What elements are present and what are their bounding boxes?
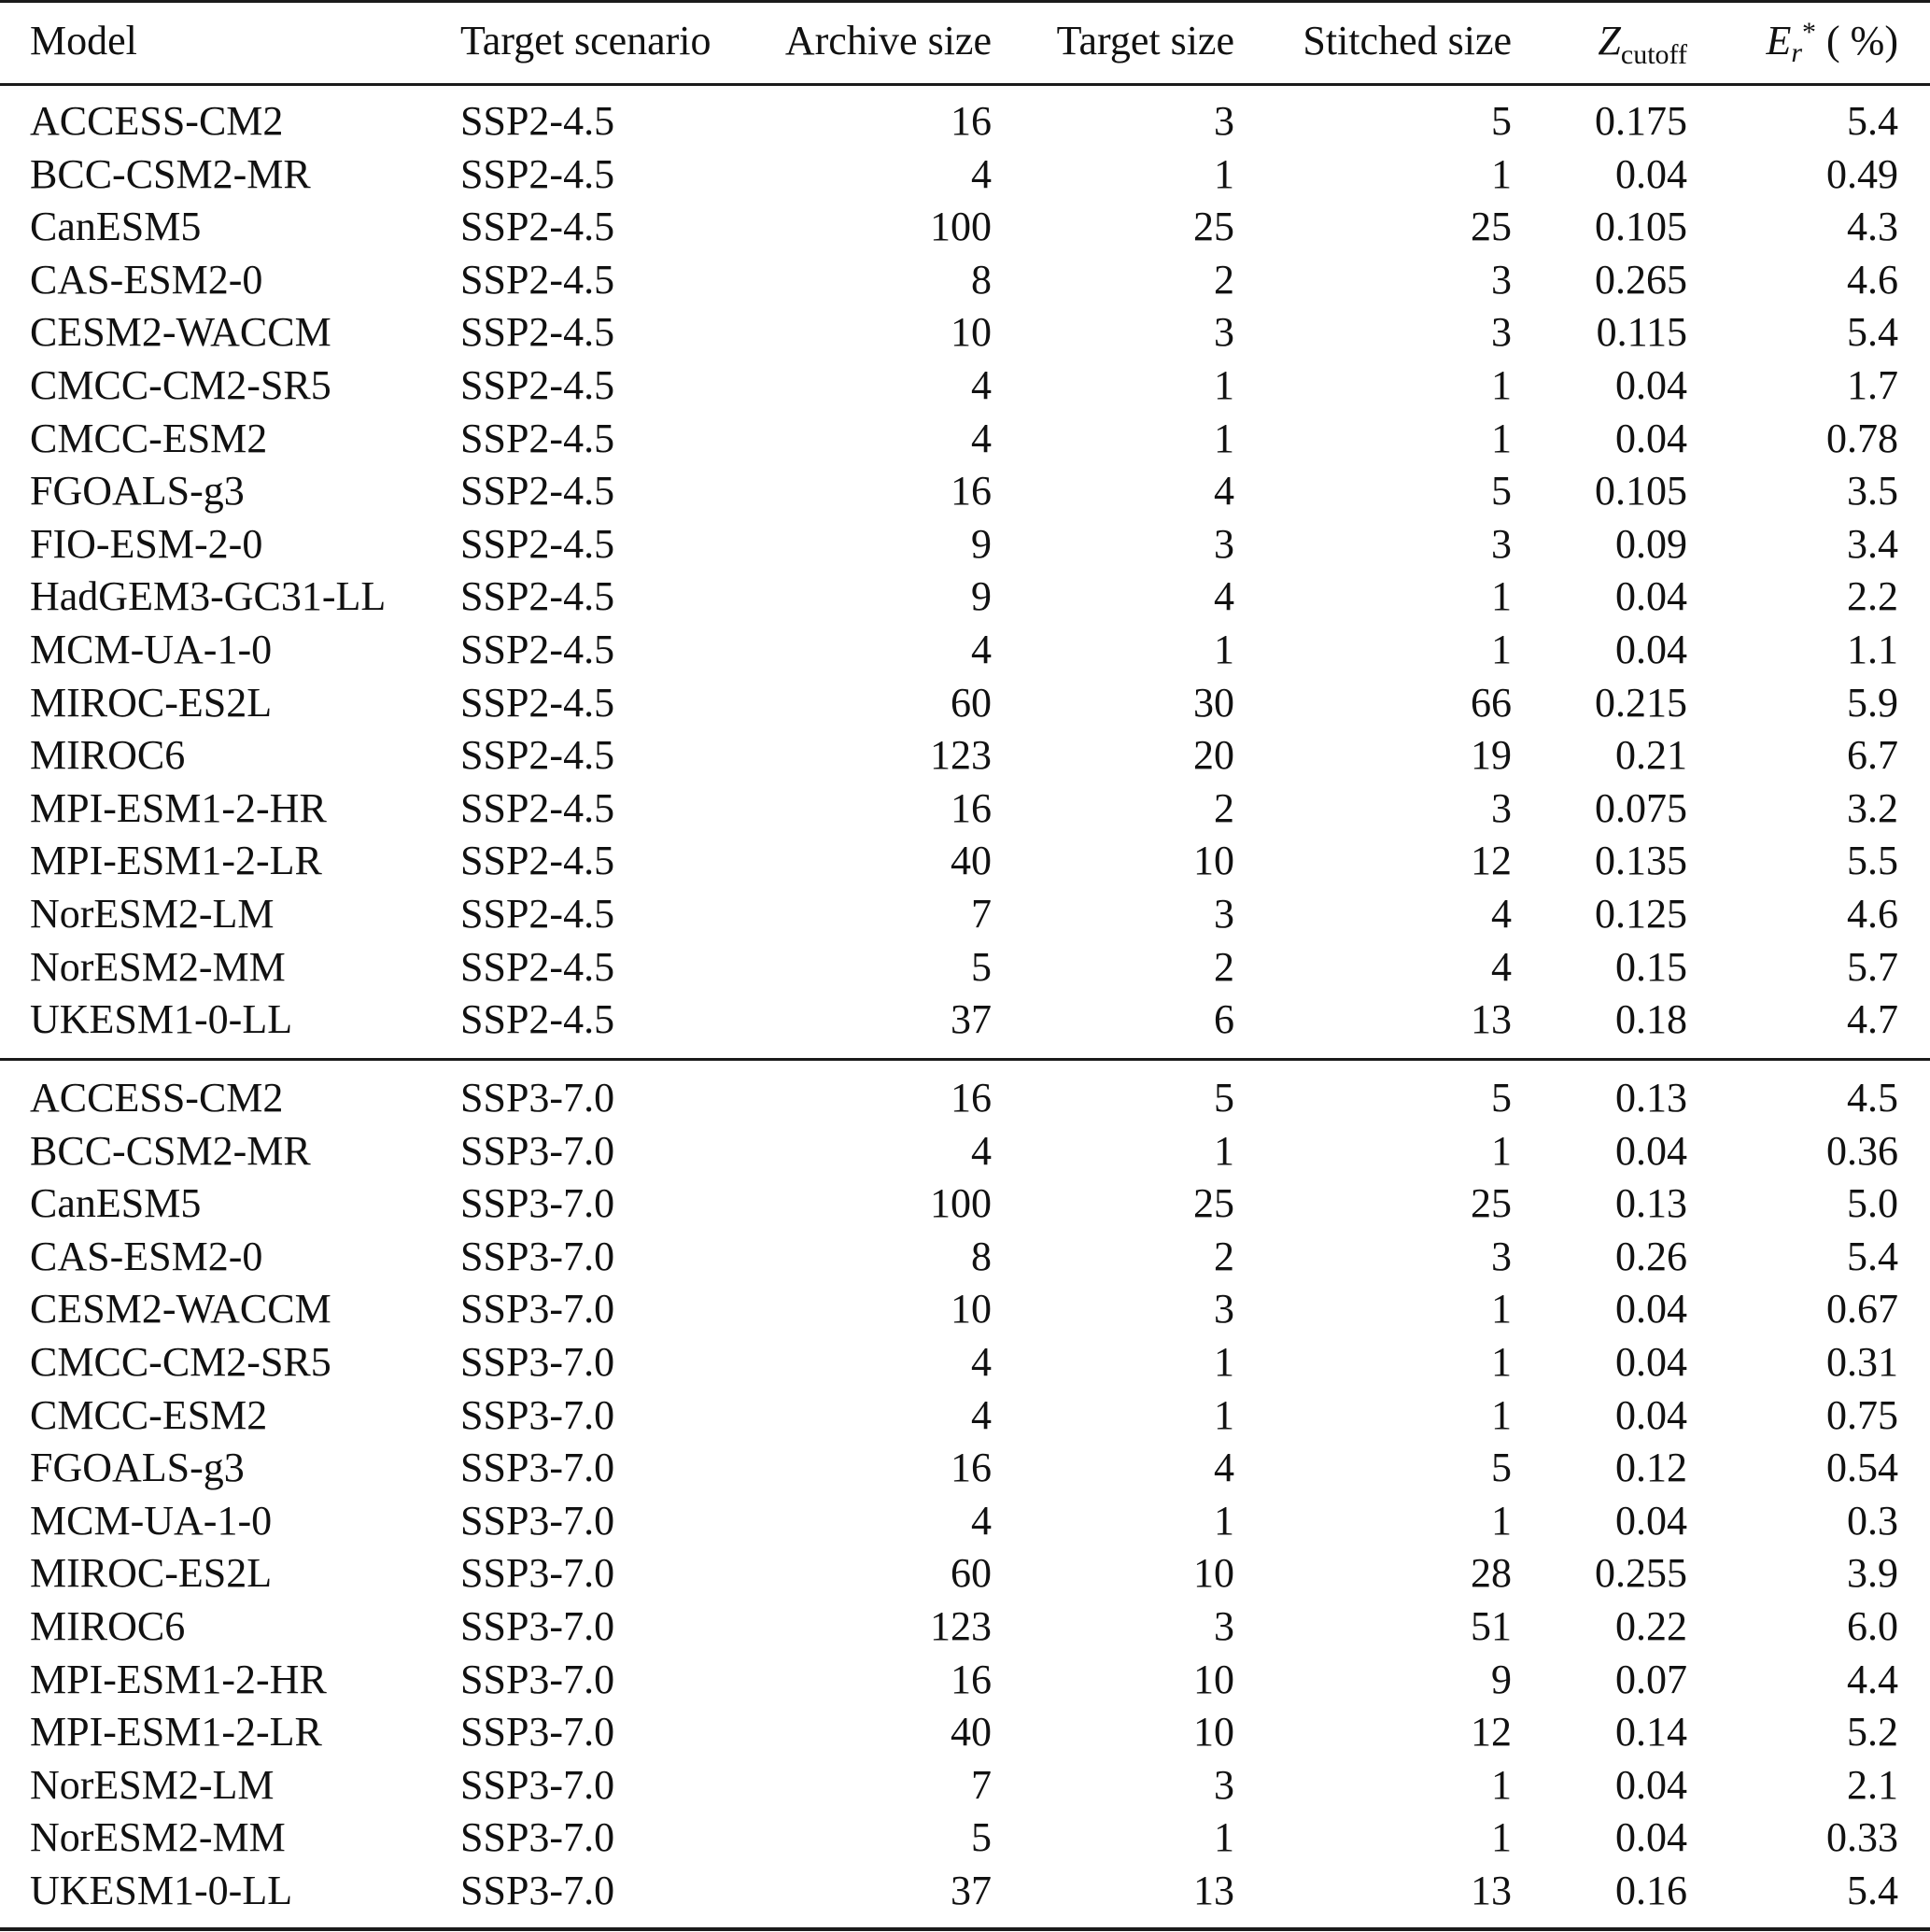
- cell-archive-size: 4: [971, 151, 992, 197]
- cell-target-scenario: SSP2-4.5: [460, 891, 615, 937]
- table-row: [0, 1706, 1930, 1758]
- cell-stitched-size: 9: [1491, 1657, 1512, 1702]
- cell-relative-error: 6.0: [1847, 1603, 1898, 1649]
- cell-z-cutoff: 0.16: [1615, 1868, 1687, 1913]
- header-stitched-size: Stitched size: [1303, 18, 1512, 63]
- table-row: [0, 1072, 1930, 1124]
- cell-target-size: 1: [1214, 151, 1234, 197]
- table-header: [0, 13, 1930, 69]
- cell-target-size: 4: [1214, 1445, 1234, 1490]
- cell-target-size: 1: [1214, 1339, 1234, 1385]
- cell-z-cutoff: 0.13: [1615, 1075, 1687, 1121]
- cell-z-cutoff: 0.04: [1615, 362, 1687, 408]
- cell-stitched-size: 12: [1471, 1709, 1512, 1755]
- table-row: [0, 360, 1930, 412]
- cell-target-scenario: SSP2-4.5: [460, 680, 615, 726]
- cell-relative-error: 3.5: [1847, 468, 1898, 514]
- cell-z-cutoff: 0.04: [1615, 416, 1687, 461]
- cell-model: BCC-CSM2-MR: [30, 151, 311, 197]
- table-row: [0, 201, 1930, 253]
- cell-target-scenario: SSP3-7.0: [460, 1868, 615, 1913]
- cell-target-scenario: SSP2-4.5: [460, 468, 615, 514]
- cell-target-size: 20: [1193, 732, 1234, 778]
- cell-stitched-size: 3: [1491, 257, 1512, 303]
- cell-archive-size: 37: [951, 996, 992, 1042]
- cell-z-cutoff: 0.265: [1595, 257, 1687, 303]
- header-z-cutoff: [1598, 13, 1687, 69]
- cell-model: CESM2-WACCM: [30, 1286, 331, 1332]
- cell-target-scenario: SSP2-4.5: [460, 732, 615, 778]
- table-row: [0, 994, 1930, 1046]
- table-row: [0, 1759, 1930, 1812]
- header-e-symbol: E: [1766, 18, 1792, 63]
- cell-target-size: 1: [1214, 362, 1234, 408]
- cell-model: UKESM1-0-LL: [30, 1868, 293, 1913]
- cell-model: CAS-ESM2-0: [30, 1234, 263, 1279]
- header-z-symbol: Z: [1598, 18, 1621, 63]
- cell-model: MIROC6: [30, 1603, 186, 1649]
- cell-relative-error: 5.4: [1847, 98, 1898, 144]
- cell-z-cutoff: 0.14: [1615, 1709, 1687, 1755]
- cell-model: MCM-UA-1-0: [30, 1498, 273, 1544]
- cell-model: CanESM5: [30, 204, 202, 249]
- cell-z-cutoff: 0.07: [1615, 1657, 1687, 1702]
- cell-target-scenario: SSP2-4.5: [460, 996, 615, 1042]
- cell-target-size: 6: [1214, 996, 1234, 1042]
- cell-z-cutoff: 0.21: [1615, 732, 1687, 778]
- cell-relative-error: 4.4: [1847, 1657, 1898, 1702]
- cell-z-cutoff: 0.13: [1615, 1180, 1687, 1226]
- cell-archive-size: 100: [930, 204, 992, 249]
- cell-target-size: 3: [1214, 891, 1234, 937]
- cell-stitched-size: 5: [1491, 1445, 1512, 1490]
- cell-relative-error: 0.78: [1826, 416, 1898, 461]
- cell-z-cutoff: 0.04: [1615, 1128, 1687, 1174]
- cell-relative-error: 4.6: [1847, 891, 1898, 937]
- cell-archive-size: 10: [951, 309, 992, 355]
- cell-z-cutoff: 0.04: [1615, 627, 1687, 672]
- header-relative-error: [1766, 13, 1898, 69]
- cell-target-size: 25: [1193, 1180, 1234, 1226]
- header-target-scenario: Target scenario: [460, 18, 711, 63]
- cell-model: FGOALS-g3: [30, 1445, 245, 1490]
- cell-model: NorESM2-MM: [30, 1814, 286, 1860]
- cell-archive-size: 16: [951, 1445, 992, 1490]
- table-row: [0, 571, 1930, 623]
- cell-z-cutoff: 0.15: [1615, 944, 1687, 990]
- cell-stitched-size: 1: [1491, 151, 1512, 197]
- cell-target-scenario: SSP2-4.5: [460, 151, 615, 197]
- cell-relative-error: 5.9: [1847, 680, 1898, 726]
- cell-relative-error: 4.6: [1847, 257, 1898, 303]
- cell-stitched-size: 3: [1491, 1234, 1512, 1279]
- cell-archive-size: 4: [971, 1339, 992, 1385]
- cell-archive-size: 123: [930, 732, 992, 778]
- header-e-superscript: *: [1802, 17, 1817, 48]
- cell-target-size: 3: [1214, 1603, 1234, 1649]
- cell-relative-error: 5.5: [1847, 838, 1898, 883]
- cell-stitched-size: 5: [1491, 1075, 1512, 1121]
- cell-z-cutoff: 0.04: [1615, 1762, 1687, 1808]
- cell-relative-error: 5.0: [1847, 1180, 1898, 1226]
- table-row: [0, 1865, 1930, 1917]
- cell-model: NorESM2-LM: [30, 891, 275, 937]
- cell-archive-size: 16: [951, 98, 992, 144]
- cell-archive-size: 4: [971, 362, 992, 408]
- cell-target-scenario: SSP3-7.0: [460, 1286, 615, 1332]
- cell-archive-size: 40: [951, 838, 992, 883]
- table-row: [0, 95, 1930, 148]
- table-row: [0, 306, 1930, 359]
- cell-archive-size: 123: [930, 1603, 992, 1649]
- cell-relative-error: 0.75: [1826, 1392, 1898, 1438]
- cell-model: BCC-CSM2-MR: [30, 1128, 311, 1174]
- cell-stitched-size: 3: [1491, 309, 1512, 355]
- group-separator-rule: [0, 1058, 1930, 1061]
- cell-target-scenario: SSP2-4.5: [460, 627, 615, 672]
- table-row: [0, 413, 1930, 465]
- cell-target-size: 10: [1193, 1709, 1234, 1755]
- cell-target-scenario: SSP3-7.0: [460, 1498, 615, 1544]
- cell-z-cutoff: 0.22: [1615, 1603, 1687, 1649]
- cell-z-cutoff: 0.04: [1615, 1339, 1687, 1385]
- cell-stitched-size: 1: [1491, 627, 1512, 672]
- cell-model: FGOALS-g3: [30, 468, 245, 514]
- cell-z-cutoff: 0.115: [1596, 309, 1687, 355]
- cell-archive-size: 5: [971, 944, 992, 990]
- cell-stitched-size: 4: [1491, 944, 1512, 990]
- cell-relative-error: 0.54: [1826, 1445, 1898, 1490]
- cell-target-size: 2: [1214, 1234, 1234, 1279]
- header-target-size: Target size: [1056, 18, 1234, 63]
- cell-z-cutoff: 0.105: [1595, 204, 1687, 249]
- cell-stitched-size: 1: [1491, 416, 1512, 461]
- cell-stitched-size: 28: [1471, 1550, 1512, 1596]
- cell-z-cutoff: 0.215: [1595, 680, 1687, 726]
- cell-archive-size: 9: [971, 573, 992, 619]
- cell-stitched-size: 1: [1491, 1339, 1512, 1385]
- cell-target-scenario: SSP2-4.5: [460, 309, 615, 355]
- cell-archive-size: 8: [971, 257, 992, 303]
- cell-target-size: 2: [1214, 257, 1234, 303]
- table-row: [0, 1178, 1930, 1230]
- table-row: [0, 254, 1930, 306]
- cell-stitched-size: 5: [1491, 98, 1512, 144]
- table-row: [0, 148, 1930, 201]
- cell-archive-size: 16: [951, 1075, 992, 1121]
- cell-relative-error: 5.7: [1847, 944, 1898, 990]
- cell-model: MIROC-ES2L: [30, 1550, 273, 1596]
- cell-model: MIROC-ES2L: [30, 680, 273, 726]
- cell-model: CanESM5: [30, 1180, 202, 1226]
- cell-archive-size: 4: [971, 627, 992, 672]
- cell-model: FIO-ESM-2-0: [30, 521, 263, 567]
- header-z-subscript: cutoff: [1620, 39, 1687, 70]
- cell-relative-error: 4.7: [1847, 996, 1898, 1042]
- cell-stitched-size: 3: [1491, 785, 1512, 831]
- cell-relative-error: 1.7: [1847, 362, 1898, 408]
- cell-target-size: 10: [1193, 1550, 1234, 1596]
- cell-stitched-size: 1: [1491, 1814, 1512, 1860]
- cell-z-cutoff: 0.26: [1615, 1234, 1687, 1279]
- cell-relative-error: 3.4: [1847, 521, 1898, 567]
- cell-target-size: 1: [1214, 1498, 1234, 1544]
- table-row: [0, 1125, 1930, 1178]
- cell-target-scenario: SSP3-7.0: [460, 1075, 615, 1121]
- cell-stitched-size: 13: [1471, 996, 1512, 1042]
- cell-target-scenario: SSP3-7.0: [460, 1603, 615, 1649]
- cell-relative-error: 4.5: [1847, 1075, 1898, 1121]
- cell-z-cutoff: 0.135: [1595, 838, 1687, 883]
- cell-archive-size: 7: [971, 891, 992, 937]
- cell-target-scenario: SSP3-7.0: [460, 1762, 615, 1808]
- cell-archive-size: 8: [971, 1234, 992, 1279]
- table-row: [0, 729, 1930, 782]
- cell-target-size: 3: [1214, 1762, 1234, 1808]
- cell-target-size: 3: [1214, 98, 1234, 144]
- cell-target-scenario: SSP2-4.5: [460, 838, 615, 883]
- table-row: [0, 1283, 1930, 1335]
- header-e-subscript: r: [1791, 37, 1803, 68]
- cell-target-size: 1: [1214, 1128, 1234, 1174]
- table-row: [0, 1495, 1930, 1547]
- cell-relative-error: 6.7: [1847, 732, 1898, 778]
- table-row: [0, 888, 1930, 940]
- cell-relative-error: 0.31: [1826, 1339, 1898, 1385]
- cell-target-scenario: SSP2-4.5: [460, 98, 615, 144]
- cell-target-size: 4: [1214, 468, 1234, 514]
- cell-relative-error: 0.33: [1826, 1814, 1898, 1860]
- cell-relative-error: 5.4: [1847, 309, 1898, 355]
- cell-target-scenario: SSP2-4.5: [460, 416, 615, 461]
- cell-z-cutoff: 0.175: [1595, 98, 1687, 144]
- cell-target-scenario: SSP2-4.5: [460, 785, 615, 831]
- cell-z-cutoff: 0.04: [1615, 1392, 1687, 1438]
- table-row: [0, 624, 1930, 676]
- cell-z-cutoff: 0.12: [1615, 1445, 1687, 1490]
- cell-model: CMCC-ESM2: [30, 1392, 268, 1438]
- cell-stitched-size: 25: [1471, 1180, 1512, 1226]
- cell-model: MPI-ESM1-2-LR: [30, 1709, 322, 1755]
- cell-stitched-size: 3: [1491, 521, 1512, 567]
- cell-target-scenario: SSP3-7.0: [460, 1814, 615, 1860]
- cell-model: CAS-ESM2-0: [30, 257, 263, 303]
- cell-target-size: 30: [1193, 680, 1234, 726]
- cell-archive-size: 16: [951, 1657, 992, 1702]
- cell-target-scenario: SSP2-4.5: [460, 204, 615, 249]
- cell-target-size: 1: [1214, 1392, 1234, 1438]
- cell-relative-error: 0.36: [1826, 1128, 1898, 1174]
- cell-stitched-size: 1: [1491, 1392, 1512, 1438]
- table-row: [0, 1231, 1930, 1283]
- cell-archive-size: 4: [971, 1498, 992, 1544]
- cell-stitched-size: 4: [1491, 891, 1512, 937]
- cell-stitched-size: 1: [1491, 362, 1512, 408]
- bottom-rule: [0, 1927, 1930, 1931]
- cell-archive-size: 100: [930, 1180, 992, 1226]
- cell-model: ACCESS-CM2: [30, 1075, 284, 1121]
- cell-target-size: 1: [1214, 416, 1234, 461]
- cell-relative-error: 5.4: [1847, 1868, 1898, 1913]
- header-archive-size: Archive size: [784, 18, 992, 63]
- cell-target-scenario: SSP3-7.0: [460, 1709, 615, 1755]
- cell-relative-error: 5.2: [1847, 1709, 1898, 1755]
- table-row: [0, 1336, 1930, 1389]
- cell-model: ACCESS-CM2: [30, 98, 284, 144]
- cell-target-scenario: SSP2-4.5: [460, 257, 615, 303]
- cell-z-cutoff: 0.105: [1595, 468, 1687, 514]
- cell-target-size: 5: [1214, 1075, 1234, 1121]
- cell-z-cutoff: 0.04: [1615, 151, 1687, 197]
- cell-stitched-size: 5: [1491, 468, 1512, 514]
- cell-model: HadGEM3-GC31-LL: [30, 573, 387, 619]
- cell-model: CESM2-WACCM: [30, 309, 331, 355]
- cell-stitched-size: 66: [1471, 680, 1512, 726]
- cell-archive-size: 16: [951, 785, 992, 831]
- cell-stitched-size: 1: [1491, 1286, 1512, 1332]
- cell-model: CMCC-ESM2: [30, 416, 268, 461]
- cell-relative-error: 3.9: [1847, 1550, 1898, 1596]
- cell-archive-size: 10: [951, 1286, 992, 1332]
- cell-target-size: 10: [1193, 838, 1234, 883]
- cell-target-scenario: SSP3-7.0: [460, 1180, 615, 1226]
- cell-model: CMCC-CM2-SR5: [30, 1339, 331, 1385]
- cell-stitched-size: 13: [1471, 1868, 1512, 1913]
- header-rule: [0, 83, 1930, 86]
- cell-relative-error: 0.3: [1847, 1498, 1898, 1544]
- cell-archive-size: 9: [971, 521, 992, 567]
- cell-target-size: 2: [1214, 944, 1234, 990]
- cell-model: NorESM2-LM: [30, 1762, 275, 1808]
- cell-z-cutoff: 0.04: [1615, 1814, 1687, 1860]
- cell-target-size: 3: [1214, 309, 1234, 355]
- cell-relative-error: 3.2: [1847, 785, 1898, 831]
- cell-relative-error: 1.1: [1847, 627, 1898, 672]
- cell-z-cutoff: 0.125: [1595, 891, 1687, 937]
- cell-z-cutoff: 0.04: [1615, 1286, 1687, 1332]
- cell-stitched-size: 25: [1471, 204, 1512, 249]
- table-row: [0, 835, 1930, 887]
- cell-archive-size: 37: [951, 1868, 992, 1913]
- table-row: [0, 677, 1930, 729]
- cell-target-size: 13: [1193, 1868, 1234, 1913]
- cell-target-size: 1: [1214, 627, 1234, 672]
- cell-model: MPI-ESM1-2-HR: [30, 1657, 327, 1702]
- cell-model: MPI-ESM1-2-LR: [30, 838, 322, 883]
- cell-target-scenario: SSP3-7.0: [460, 1234, 615, 1279]
- table-row: [0, 1547, 1930, 1600]
- cell-z-cutoff: 0.04: [1615, 1498, 1687, 1544]
- cell-stitched-size: 1: [1491, 1762, 1512, 1808]
- cell-relative-error: 0.49: [1826, 151, 1898, 197]
- cell-archive-size: 16: [951, 468, 992, 514]
- cell-target-size: 3: [1214, 1286, 1234, 1332]
- table-row: [0, 783, 1930, 835]
- cell-stitched-size: 12: [1471, 838, 1512, 883]
- cell-target-scenario: SSP3-7.0: [460, 1445, 615, 1490]
- cell-stitched-size: 1: [1491, 1128, 1512, 1174]
- header-e-unit: ( %): [1816, 18, 1898, 63]
- cell-archive-size: 5: [971, 1814, 992, 1860]
- cell-archive-size: 4: [971, 1392, 992, 1438]
- cell-z-cutoff: 0.075: [1595, 785, 1687, 831]
- cell-model: NorESM2-MM: [30, 944, 286, 990]
- cell-z-cutoff: 0.18: [1615, 996, 1687, 1042]
- cell-model: CMCC-CM2-SR5: [30, 362, 331, 408]
- cell-stitched-size: 1: [1491, 573, 1512, 619]
- cell-model: MCM-UA-1-0: [30, 627, 273, 672]
- cell-relative-error: 2.1: [1847, 1762, 1898, 1808]
- cell-target-size: 25: [1193, 204, 1234, 249]
- table-row: [0, 1601, 1930, 1653]
- table-row: [0, 1812, 1930, 1864]
- cell-model: MPI-ESM1-2-HR: [30, 785, 327, 831]
- cell-stitched-size: 1: [1491, 1498, 1512, 1544]
- cell-stitched-size: 19: [1471, 732, 1512, 778]
- cell-target-scenario: SSP2-4.5: [460, 521, 615, 567]
- cell-target-size: 4: [1214, 573, 1234, 619]
- cell-z-cutoff: 0.04: [1615, 573, 1687, 619]
- cell-target-size: 2: [1214, 785, 1234, 831]
- cell-target-scenario: SSP3-7.0: [460, 1128, 615, 1174]
- cell-model: MIROC6: [30, 732, 186, 778]
- cell-archive-size: 4: [971, 1128, 992, 1174]
- cell-target-scenario: SSP2-4.5: [460, 573, 615, 619]
- cell-archive-size: 60: [951, 680, 992, 726]
- cell-relative-error: 2.2: [1847, 573, 1898, 619]
- cell-z-cutoff: 0.09: [1615, 521, 1687, 567]
- cell-relative-error: 4.3: [1847, 204, 1898, 249]
- cell-archive-size: 40: [951, 1709, 992, 1755]
- top-rule: [0, 0, 1930, 3]
- cell-target-scenario: SSP3-7.0: [460, 1339, 615, 1385]
- cell-target-size: 3: [1214, 521, 1234, 567]
- cell-relative-error: 5.4: [1847, 1234, 1898, 1279]
- cell-stitched-size: 51: [1471, 1603, 1512, 1649]
- table-row: [0, 1442, 1930, 1494]
- cell-model: UKESM1-0-LL: [30, 996, 293, 1042]
- table-row: [0, 941, 1930, 994]
- cell-target-scenario: SSP3-7.0: [460, 1392, 615, 1438]
- cell-archive-size: 7: [971, 1762, 992, 1808]
- table-row: [0, 1654, 1930, 1706]
- cell-z-cutoff: 0.255: [1595, 1550, 1687, 1596]
- cell-archive-size: 4: [971, 416, 992, 461]
- cell-relative-error: 0.67: [1826, 1286, 1898, 1332]
- table-row: [0, 518, 1930, 571]
- cell-target-scenario: SSP3-7.0: [460, 1550, 615, 1596]
- cell-target-scenario: SSP2-4.5: [460, 362, 615, 408]
- table-row: [0, 1389, 1930, 1442]
- header-model: Model: [30, 18, 137, 63]
- cell-target-size: 1: [1214, 1814, 1234, 1860]
- cell-target-size: 10: [1193, 1657, 1234, 1702]
- table-row: [0, 465, 1930, 517]
- cell-target-scenario: SSP2-4.5: [460, 944, 615, 990]
- cell-archive-size: 60: [951, 1550, 992, 1596]
- cell-target-scenario: SSP3-7.0: [460, 1657, 615, 1702]
